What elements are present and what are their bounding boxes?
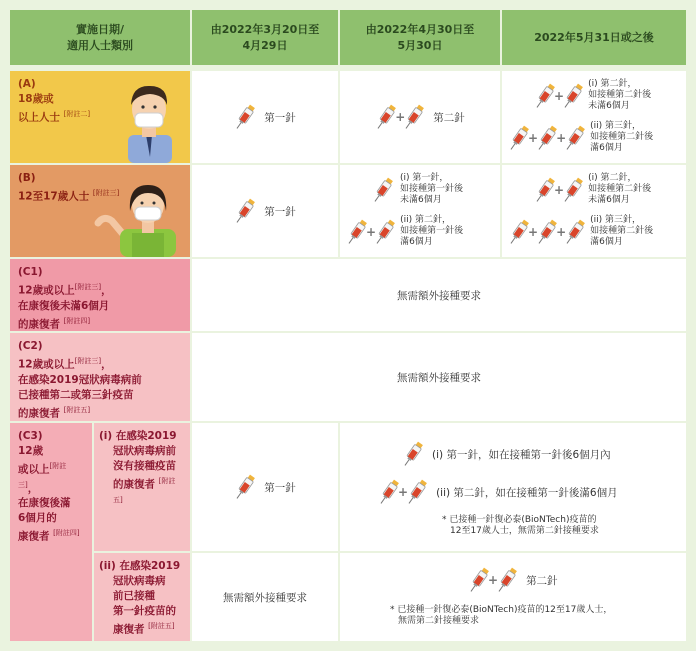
row-c3-sub-ii-footnote-2: 無需第二針接種要求 (398, 616, 480, 626)
row-b-period-2 (340, 165, 500, 257)
row-c2-line4: 的康復者 (18, 407, 60, 419)
row-c3-sub-i-option-2: (ii) 第二針，如在接種第一針後滿6個月 (436, 486, 618, 499)
row-b-p3-option-i-2: 如接種第二針後 (588, 184, 652, 194)
row-c3-sub-i-2: 冠狀病毒病前 (113, 445, 176, 457)
row-a-code: (A) (18, 78, 36, 90)
row-c3-line2: 或以上 (18, 463, 50, 476)
row-b-category (10, 165, 190, 257)
row-c2-line3: 已接種第二或第三針疫苗 (18, 388, 134, 401)
syringe-pair-icon: + (375, 102, 425, 132)
row-c2-code: (C2) (18, 340, 43, 352)
row-c3-line1: 12歲 (18, 445, 44, 457)
row-b-line1: 12至17歲人士 (18, 190, 90, 203)
syringe-pair-icon: + (378, 477, 428, 507)
row-b-p3-option-i-1: (i) 第二針， (588, 173, 637, 183)
row-c3-sub-ii-category (94, 553, 190, 641)
header-period-1 (192, 10, 338, 65)
row-c3-sub-ii-footnote-1: * 已接種一針復必泰(BioNTech)疫苗的12至17歲人士， (390, 605, 613, 615)
row-a-option-ii-1: (ii) 第三針， (590, 121, 642, 131)
row-c3-sub-ii-2: 冠狀病毒病 (113, 575, 166, 587)
row-b-p2-option-i-2: 如接種第一針後 (400, 184, 464, 194)
row-b-p2-option-i-1: (i) 第一針， (400, 173, 449, 183)
syringe-triple-icon: + + (508, 123, 586, 153)
row-c1-note1: [附註三] (74, 283, 102, 291)
row-c3-line5: 康復者 (18, 530, 50, 543)
row-c1-value (192, 259, 686, 331)
syringe-icon (234, 196, 256, 226)
row-c2-note2: [附註五] (63, 405, 91, 414)
adult-man-illustration (114, 77, 184, 163)
syringe-pair-icon: + (534, 81, 584, 111)
row-c3-line4: 6個月的 (18, 512, 57, 524)
row-c3-sub-ii-4: 第一針疫苗的 (113, 605, 176, 617)
row-c2-category (10, 333, 190, 421)
row-c3-sub-ii-period-2-text: 第二針 (526, 574, 558, 587)
row-c2-note1: [附註三] (74, 357, 102, 365)
header-period-2 (340, 10, 500, 65)
row-c3-sub-i-1: (i) 在感染2019 (99, 430, 177, 442)
row-a-option-ii-2: 如接種第二針後 (590, 132, 654, 142)
row-b-p3-option-ii-1: (ii) 第三針， (590, 215, 642, 225)
header-period-1-text: 由2022年3月20日至 4月29日 (210, 22, 320, 52)
row-c3-sub-i-period-1 (192, 423, 338, 551)
syringe-icon (372, 175, 394, 205)
row-c2-value (192, 333, 686, 421)
row-b-note: [附註三] (92, 189, 120, 197)
row-a-period-2 (340, 71, 500, 163)
syringe-icon (234, 472, 256, 502)
syringe-triple-icon: + + (508, 217, 586, 247)
row-c3-sub-i-3: 沒有接種疫苗 (113, 460, 176, 472)
row-c3-sub-i-note: [附註五] (113, 477, 176, 504)
row-c3-code: (C3) (18, 430, 43, 442)
row-a-option-i-3: 未滿6個月 (588, 101, 630, 111)
row-b-p2-option-i-3: 未滿6個月 (400, 195, 442, 205)
header-category-text: 實施日期/ 適用人士類別 (67, 22, 133, 52)
row-c1-line3: 的康復者 (18, 318, 60, 330)
row-c2-line1: 12歲或以上 (18, 358, 75, 371)
header-period-2-text: 由2022年4月30日至 5月30日 (365, 22, 475, 52)
row-c3-sub-i-footnote-1: * 已接種一針復必泰(BioNTech)疫苗的 (442, 515, 597, 525)
row-c1-value-text: 無需額外接種要求 (397, 289, 481, 302)
row-c2-line2: 在感染2019冠狀病毒病前 (18, 373, 142, 386)
row-c3-sub-ii-note: [附註五] (148, 622, 175, 630)
row-a-period-1-text: 第一針 (264, 111, 296, 124)
row-c1-code: (C1) (18, 266, 43, 278)
syringe-pair-icon: + (534, 175, 584, 205)
header-period-3 (502, 10, 686, 65)
row-c3-category (10, 423, 92, 641)
row-c3-sub-i-period-1-text: 第一針 (264, 481, 296, 494)
row-c3-sub-i-category (94, 423, 190, 551)
row-c3-sub-ii-1: (ii) 在感染2019 (99, 560, 181, 572)
header-category (10, 10, 190, 65)
row-c3-sub-ii-period-1-text: 無需額外接種要求 (223, 591, 307, 604)
row-a-category (10, 71, 190, 163)
row-c1-line1b: ， (101, 284, 112, 297)
row-a-period-3 (502, 71, 686, 163)
row-c3-sub-ii-5: 康復者 (113, 623, 145, 636)
row-c3-sub-ii-3: 前已接種 (113, 590, 155, 602)
syringe-icon (402, 439, 424, 469)
syringe-pair-icon: + (346, 217, 396, 247)
row-a-option-i-2: 如接種第二針後 (588, 90, 652, 100)
row-a-line1: 18歲或 (18, 93, 54, 105)
row-b-p3-option-i-3: 未滿6個月 (588, 195, 630, 205)
row-a-note: [附註二] (63, 110, 91, 118)
row-c3-sub-i-4: 的康復者 (113, 478, 155, 491)
row-b-period-1 (192, 165, 338, 257)
syringe-icon (234, 102, 256, 132)
row-a-period-2-text: 第二針 (433, 111, 465, 124)
row-b-period-3 (502, 165, 686, 257)
row-b-code: (B) (18, 172, 36, 184)
row-c1-note2: [附註四] (63, 316, 91, 325)
row-c1-category (10, 259, 190, 331)
row-c3-sub-i-option-1: (i) 第一針，如在接種第一針後6個月內 (432, 448, 611, 461)
row-c3-line3: 在康復後滿 (18, 497, 71, 509)
row-c3-sub-i-footnote-2: 12至17歲人士，無需第二針接種要求 (450, 526, 599, 536)
row-b-p3-option-ii-2: 如接種第二針後 (590, 226, 654, 236)
row-c3-sub-ii-later (340, 553, 686, 641)
row-a-line2: 以上人士 (18, 111, 60, 124)
header-period-3-text: 2022年5月31日或之後 (534, 30, 654, 44)
teen-girl-illustration (92, 177, 188, 257)
row-b-p2-option-ii-2: 如接種第一針後 (400, 226, 464, 236)
row-c3-note2: [附註四] (53, 529, 80, 537)
row-c3-note1: [附註三] (18, 462, 67, 489)
row-c1-line1: 12歲或以上 (18, 284, 75, 297)
syringe-pair-icon: + (468, 565, 518, 595)
row-b-period-1-text: 第一針 (264, 205, 296, 218)
row-a-option-i-1: (i) 第二針， (588, 79, 637, 89)
row-c3-line2b: ， (27, 482, 39, 494)
row-b-p2-option-ii-3: 滿6個月 (400, 237, 433, 247)
row-c2-line1b: ， (101, 358, 112, 371)
row-c3-sub-i-later (340, 423, 686, 551)
row-b-p3-option-ii-3: 滿6個月 (590, 237, 623, 247)
row-c2-value-text: 無需額外接種要求 (397, 371, 481, 384)
row-a-option-ii-3: 滿6個月 (590, 143, 623, 153)
row-c1-line2: 在康復後未滿6個月 (18, 299, 110, 312)
row-a-period-1 (192, 71, 338, 163)
row-c3-sub-ii-period-1 (192, 553, 338, 641)
row-b-p2-option-ii-1: (ii) 第二針， (400, 215, 451, 225)
